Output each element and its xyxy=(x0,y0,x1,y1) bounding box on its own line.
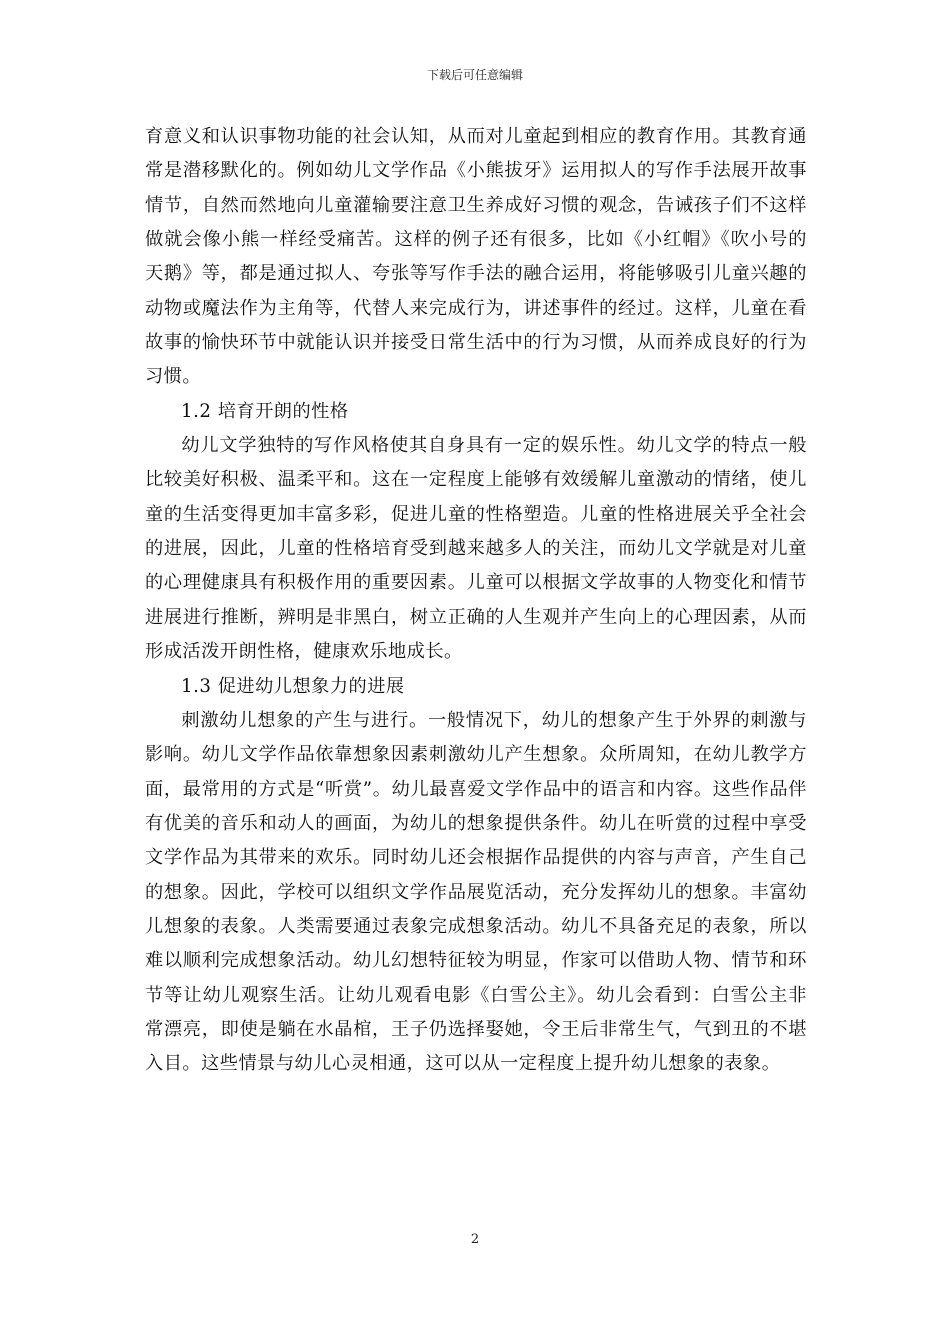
paragraph-continued: 育意义和认识事物功能的社会认知，从而对儿童起到相应的教育作用。其教育通常是潜移默化的。例如幼儿文学作品《小熊拔牙》运用拟人的写作手法展开故事情节，自然而然地向儿童灌输要注意卫生养成好习惯的观念，告诫孩子们不这样做就会像小熊一样经受痛苦。这样的例子还有很多，比如《小红帽》《吹小号的天鹅》等，都是通过拟人、夸张等写作手法的融合运用，将能够吸引儿童兴趣的动物或魔法作为主角等，代替人来完成行为，讲述事件的经过。这样，儿童在看故事的愉快环节中就能认识并接受日常生活中的行为习惯，从而养成良好的行为习惯。 xyxy=(145,126,807,388)
paragraph-imagination: 刺激幼儿想象的产生与进行。一般情况下，幼儿的想象产生于外界的刺激与影响。幼儿文学作品依靠想象因素刺激幼儿产生想象。众所周知，在幼儿教学方面，最常用的方式是“听赏”。幼儿最喜爱文学作品中的语言和内容。这些作品伴有优美的音乐和动人的画面，为幼儿的想象提供条件。幼儿在听赏的过程中享受文学作品为其带来的欢乐。同时幼儿还会根据作品提供的内容与声音，产生自己的想象。因此，学校可以组织文学作品展览活动，充分发挥幼儿的想象。丰富幼儿想象的表象。人类需要通过表象完成想象活动。幼儿不具备充足的表象，所以难以顺利完成想象活动。幼儿幻想特征较为明显，作家可以借助人物、情节和环节等让幼儿观察生活。让幼儿观看电影《白雪公主》。幼儿会看到：白雪公主非常漂亮，即使是躺在水晶棺，王子仍选择娶她，令王后非常生气，气到丑的不堪入目。这些情景与幼儿心灵相通，这可以从一定程度上提升幼儿想象的表象。 xyxy=(145,709,807,1075)
section-heading-1-3: 1.3 促进幼儿想象力的进展 xyxy=(181,675,405,697)
page-header: 下载后可任意编辑 xyxy=(426,68,523,82)
page-number: 2 xyxy=(470,1232,480,1247)
document-body xyxy=(145,120,807,1082)
section-heading-1-2: 1.2 培育开朗的性格 xyxy=(181,400,349,422)
paragraph-personality: 幼儿文学独特的写作风格使其自身具有一定的娱乐性。幼儿文学的特点一般比较美好积极、温柔平和。这在一定程度上能够有效缓解儿童激动的情绪，使儿童的生活变得更加丰富多彩，促进儿童的性格塑造。儿童的性格进展关乎全社会的进展，因此，儿童的性格培育受到越来越多人的关注，而幼儿文学就是对儿童的心理健康具有积极作用的重要因素。儿童可以根据文学故事的人物变化和情节进展进行推断，辨明是非黑白，树立正确的人生观并产生向上的心理因素，从而形成活泼开朗性格，健康欢乐地成长。 xyxy=(145,435,807,663)
